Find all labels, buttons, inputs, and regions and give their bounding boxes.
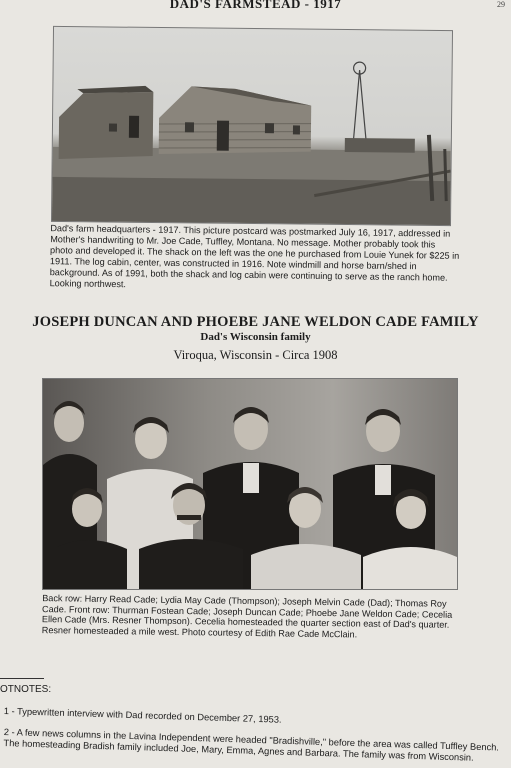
family-portrait-photo [42, 378, 458, 590]
family-subtitle: Dad's Wisconsin family [200, 331, 311, 343]
footnotes-heading: OTNOTES: [0, 684, 52, 695]
family-caption: Back row: Harry Read Cade; Lydia May Cade (Thompson); Joseph Melvin Cade (Dad); Thomas Roy Cade. Front row: Thurman Fostean Cade; Joseph Duncan Cade; Phoebe Jane Weldon Cade; Cecelia Ellen Cade (Mrs. Resner Thompson). Cecelia homesteaded the quarter section east of Dad's quarter. Resner homesteaded a mile west. Photo courtesy of Edith Rae Cade McClain. [41, 593, 453, 640]
page-title: DAD'S FARMSTEAD - 1917 [169, 0, 342, 11]
family-place: Viroqua, Wisconsin - Circa 1908 [173, 348, 338, 362]
farmstead-caption: Dad's farm headquarters - 1917. This picture postcard was postmarked July 16, 1917, addressed in Mother's handwriting to Mr. Joe Cade, Tuffley, Montana. No message. Mother probably took this photo and developed it. The shack on the left was the one he purchased from Louie Yunek for $225 in 1911. The log cabin, center, was constructed in 1916. Note windmill and horse barn/shed in background. As of 1991, both the shack and log cabin were continuing to serve as the ranch home. Looking northwest. [49, 223, 460, 289]
page-number: 29 [497, 0, 505, 9]
footnote-2: 2 - A few news columns in the Lavina Independent were headed "Bradishville," before the area was called Tuffley Bench. The homesteading Bradish family included Joe, Mary, Emma, Agnes and Barbara. The family was from Wisconsin. [3, 727, 500, 763]
farmstead-photo [51, 26, 453, 226]
family-portrait-illustration [43, 379, 457, 589]
footnotes-divider [0, 678, 44, 679]
footnote-1: 1 - Typewritten interview with Dad recorded on December 27, 1953. [3, 706, 282, 725]
farmstead-illustration [52, 27, 452, 225]
family-title: JOSEPH DUNCAN AND PHOEBE JANE WELDON CADE FAMILY [32, 314, 479, 330]
